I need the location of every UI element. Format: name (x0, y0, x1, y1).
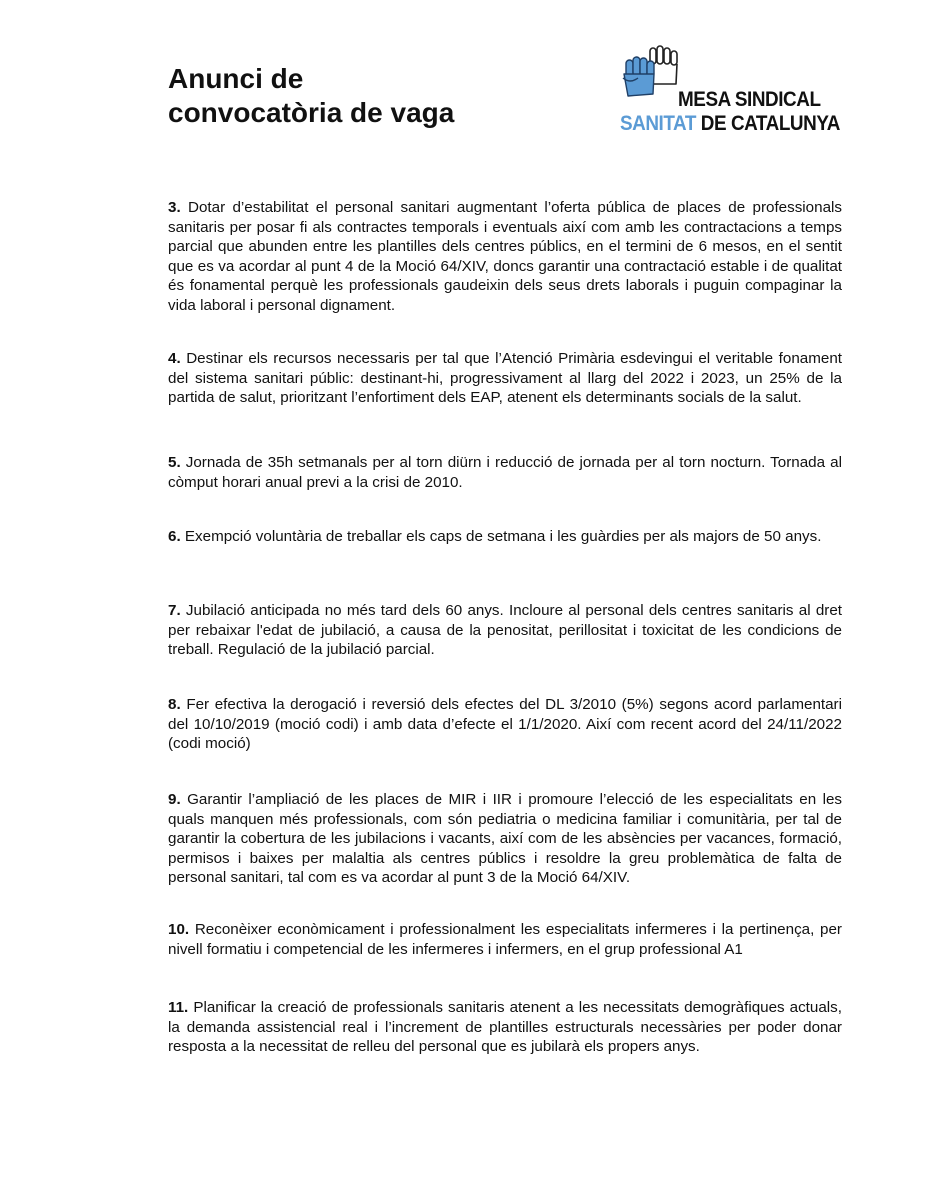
logo-text-line1: MESA SINDICAL (678, 88, 821, 111)
demand-item (168, 198, 842, 315)
item-text: Destinar els recursos necessaris per tal que l’Atenció Primària esdevingui el veritable fonament del sistema sanitari públic: destinant-hi, progressivament al llarg del 2022 i 2023, un 25% de la partida de salut, prioritzant l’enfortiment dels EAP, atenent els determinants socials de la salut. (168, 350, 842, 406)
demand-item (168, 920, 842, 959)
demand-item (168, 790, 842, 888)
item-text: Jubilació anticipada no més tard dels 60 anys. Incloure al personal dels centres sanitaris al dret per rebaixar l'edat de jubilació, a causa de la penositat, perillositat i toxicitat de les condicions de treball. Regulació de la jubilació parcial. (168, 602, 842, 658)
page-title-line1: Anunci de (168, 63, 304, 94)
item-number: 7. (168, 602, 181, 619)
page-title-line2: convocatòria de vaga (168, 97, 455, 128)
item-text: Fer efectiva la derogació i reversió dels efectes del DL 3/2010 (5%) segons acord parlamentari del 10/10/2019 (moció codi) i amb data d’efecte el 1/1/2020. Així com recent acord del 24/11/2022 (codi moció) (168, 696, 842, 752)
item-text: Planificar la creació de professionals sanitaris atenent a les necessitats demogràfiques actuals, la demanda assistencial real i l’increment de plantilles estructurals necessàries per poder donar resposta a la necessitat de relleu del personal que es jubilarà els propers anys. (168, 999, 842, 1055)
mesa-sindical-logo (620, 44, 850, 139)
raised-fists-icon (620, 44, 680, 104)
item-number: 5. (168, 454, 181, 471)
demand-item (168, 453, 842, 492)
item-number: 3. (168, 199, 181, 216)
item-number: 8. (168, 696, 181, 713)
item-number: 9. (168, 791, 181, 808)
page-title (168, 62, 454, 130)
logo-text-sanitat: SANITAT (620, 112, 696, 135)
item-text: Jornada de 35h setmanals per al torn diürn i reducció de jornada per al torn nocturn. Tornada al còmput horari anual previ a la crisi de 2010. (168, 454, 842, 491)
demand-item (168, 695, 842, 754)
item-number: 11. (168, 999, 189, 1016)
demand-item (168, 998, 842, 1057)
item-text: Reconèixer econòmicament i professionalment les especialitats infermeres i la pertinença, per nivell formatiu i competencial de les infermeres i infermers, en el grup professional A1 (168, 921, 842, 958)
item-text: Garantir l’ampliació de les places de MIR i IIR i promoure l’elecció de les especialitats en les quals manquen més professionals, com són pediatria o medicina familiar i comunitària, per tal de garantir la cobertura de les jubilacions i vacants, així com de les absències per vacances, formació, permisos i baixes per malaltia als centres públics i resoldre la greu problemàtica de falta de personal sanitari, tal com es va acordar al punt 3 de la Moció 64/XIV. (168, 791, 842, 886)
logo-text-de: DE (700, 112, 727, 135)
item-number: 4. (168, 350, 181, 367)
demand-item (168, 601, 842, 660)
logo-text-line2 (620, 112, 840, 136)
demand-item (168, 527, 842, 547)
item-text: Dotar d’estabilitat el personal sanitari augmentant l’oferta pública de places de professionals sanitaris per posar fi als contractes temporals i eventuals així com amb les contractacions a temps parcial que abunden entre les plantilles dels centres públics, en el termini de 6 mesos, en el sentit que es va acordar al punt 4 de la Moció 64/XIV, doncs garantir una contractació estable i de qualitat és fonamental perquè les professionals gaudeixin dels seus drets laborals i puguin compaginar la vida laboral i personal dignament. (168, 199, 842, 314)
demand-item (168, 349, 842, 408)
logo-text-catalunya: CATALUNYA (730, 112, 840, 135)
item-number: 10. (168, 921, 190, 938)
item-number: 6. (168, 528, 181, 545)
item-text: Exempció voluntària de treballar els caps de setmana i les guàrdies per als majors de 50 anys. (184, 528, 822, 545)
